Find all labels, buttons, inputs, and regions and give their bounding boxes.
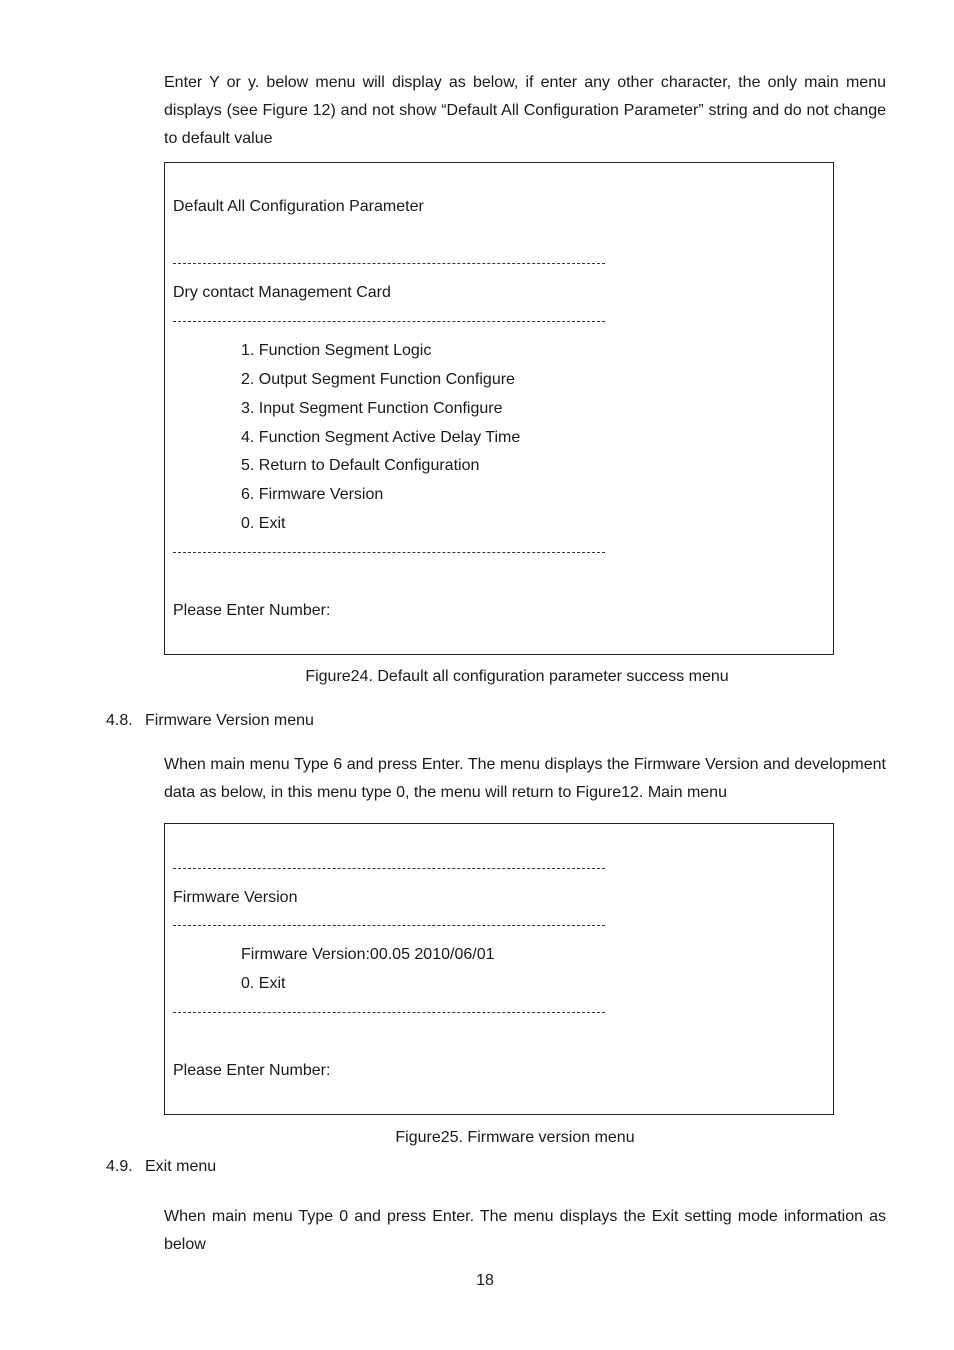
figure24-title: Dry contact Management Card: [173, 284, 391, 301]
figure24-menu-item: 0. Exit: [241, 515, 286, 532]
section-4-8-paragraph: When main menu Type 6 and press Enter. The menu displays the Firmware Version and development data as below, in this menu type 0, the menu will return to Figure12. Main menu: [164, 756, 886, 801]
figure24-divider-mid: [173, 321, 605, 322]
section-number: 4.8.: [106, 712, 133, 729]
figure24-prompt: Please Enter Number:: [173, 602, 331, 619]
figure24-caption: Figure24. Default all configuration parameter success menu: [305, 668, 729, 685]
figure25-divider-bottom: [173, 1012, 605, 1013]
figure24-menu-item: 5. Return to Default Configuration: [241, 457, 480, 474]
figure24-menu-item: 2. Output Segment Function Configure: [241, 371, 515, 388]
figure24-divider-bottom: [173, 552, 605, 553]
figure24-menu-item: 6. Firmware Version: [241, 486, 384, 503]
figure24-menu-item: 4. Function Segment Active Delay Time: [241, 429, 521, 446]
figure24-terminal-box: [164, 162, 834, 655]
figure24-header: Default All Configuration Parameter: [173, 198, 424, 215]
section-4-9-heading: [106, 1157, 216, 1177]
figure24-menu-item: 3. Input Segment Function Configure: [241, 400, 503, 417]
figure24-menu-item: 1. Function Segment Logic: [241, 342, 432, 359]
figure25-divider-mid: [173, 925, 605, 926]
page-number: 18: [476, 1272, 494, 1289]
section-number: 4.9.: [106, 1158, 133, 1175]
section-title: Exit menu: [145, 1158, 217, 1175]
figure24-divider-top: [173, 263, 605, 264]
figure25-title: Firmware Version: [173, 889, 298, 906]
figure25-terminal-box: [164, 823, 834, 1115]
section-title: Firmware Version menu: [145, 712, 314, 729]
section-4-8-heading: [106, 711, 314, 731]
intro-paragraph: Enter Y or y. below menu will display as below, if enter any other character, the only main menu displays (see Figure 12) and not show “Default All Configuration Parameter” string and do not change to default value: [164, 74, 886, 147]
figure25-prompt: Please Enter Number:: [173, 1062, 331, 1079]
figure25-divider-top: [173, 868, 605, 869]
figure25-menu-item: 0. Exit: [241, 975, 286, 992]
figure25-version-line: Firmware Version:00.05 2010/06/01: [241, 946, 495, 963]
section-4-9-paragraph: When main menu Type 0 and press Enter. The menu displays the Exit setting mode information as below: [164, 1208, 886, 1253]
figure25-caption: Figure25. Firmware version menu: [395, 1129, 635, 1146]
